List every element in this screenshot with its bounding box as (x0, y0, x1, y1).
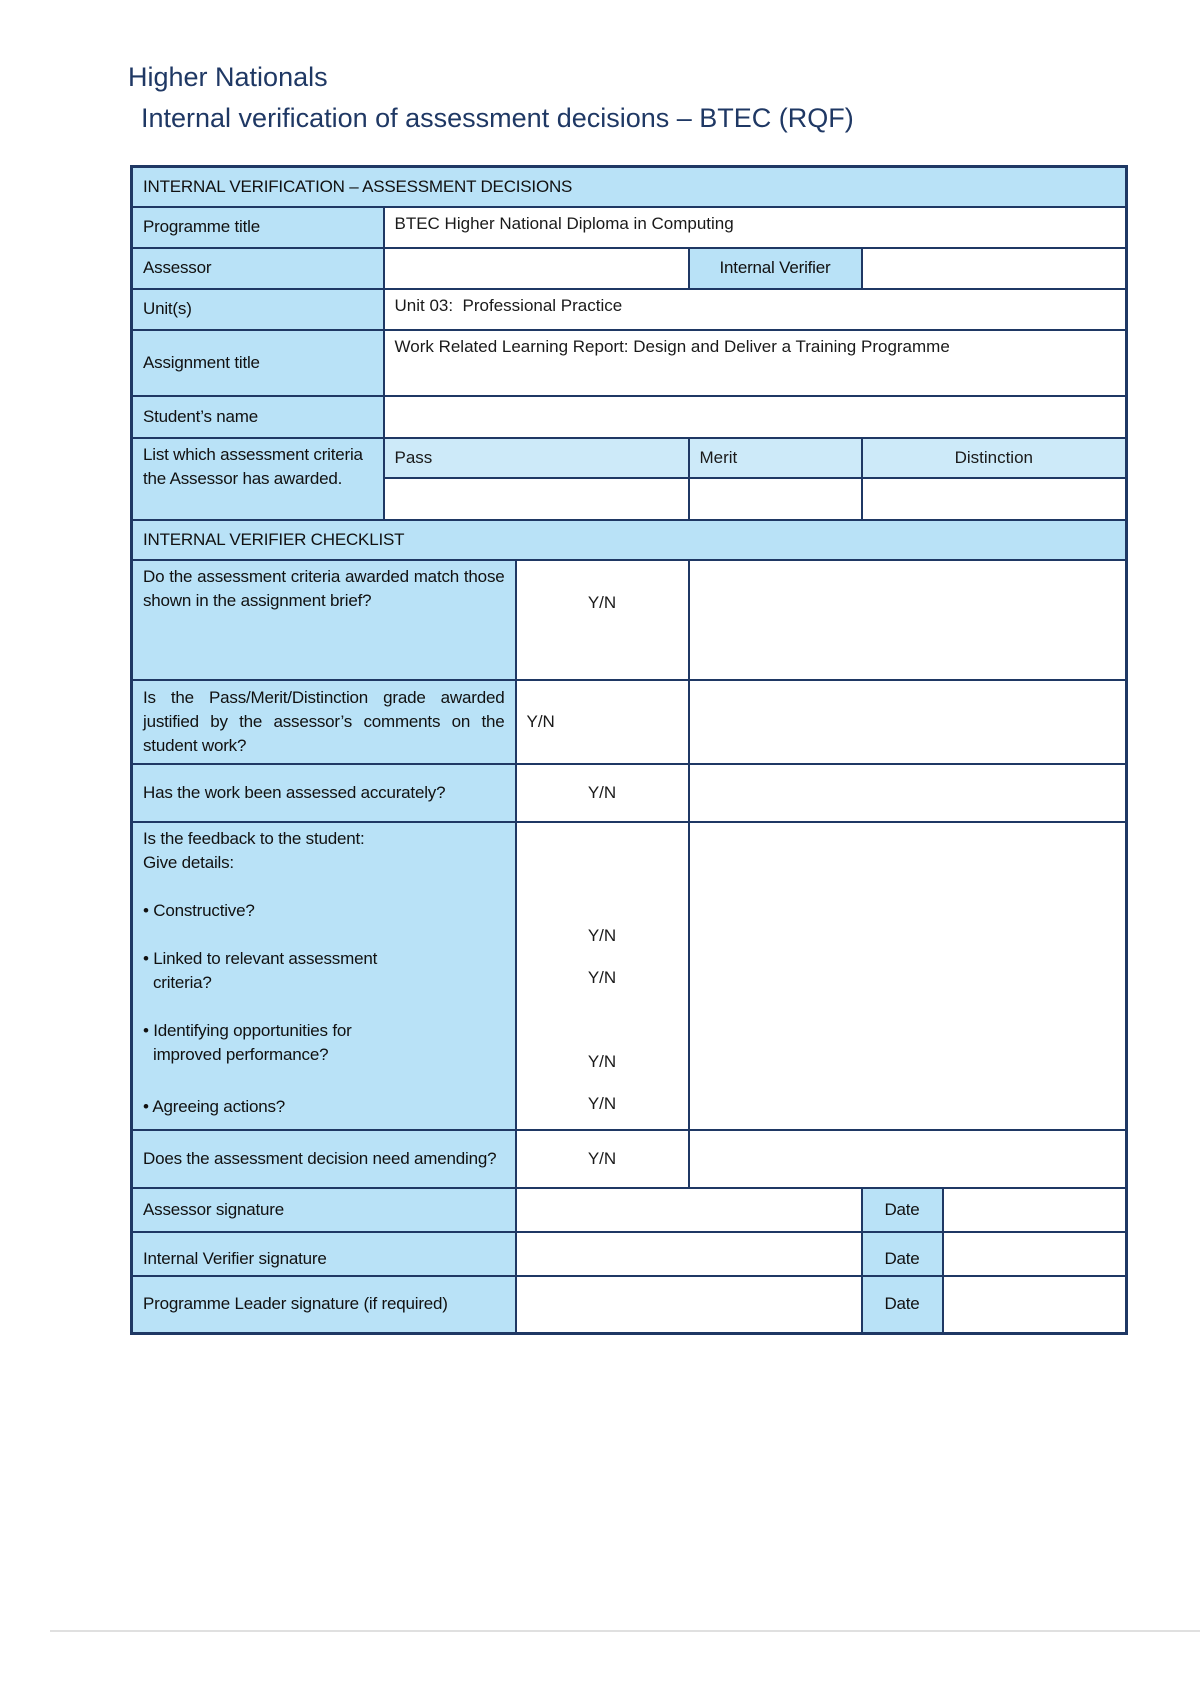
unit-label: Unit(s) (132, 289, 384, 330)
internal-verifier-label: Internal Verifier (689, 248, 862, 289)
assignment-title-field[interactable]: Work Related Learning Report: Design and Deliver a Training Programme (384, 330, 1127, 396)
pass-criteria-field[interactable] (384, 478, 689, 520)
assignment-title-label: Assignment title (132, 330, 384, 396)
feedback-give-details: Give details: (143, 852, 234, 872)
pl-date-field[interactable] (943, 1276, 1127, 1334)
grade-justified-comment[interactable] (689, 680, 1127, 764)
feedback-opportunities-yn[interactable]: Y/N (587, 1051, 617, 1071)
criteria-match-comment[interactable] (689, 560, 1127, 680)
criteria-label: List which assessment criteria the Assessor has awarded. (132, 438, 384, 520)
pl-signature-field[interactable] (516, 1276, 862, 1334)
feedback-bullet-constructive: • Constructive? (143, 900, 255, 920)
merit-header: Merit (689, 438, 862, 478)
assessor-field[interactable] (384, 248, 689, 289)
question-feedback-quality (132, 822, 516, 1130)
feedback-bullet-opportunities: • Identifying opportunities for improved performance? (143, 1020, 352, 1064)
decision-amending-comment[interactable] (689, 1130, 1127, 1188)
student-name-field[interactable] (384, 396, 1127, 438)
merit-criteria-field[interactable] (689, 478, 862, 520)
feedback-actions-yn[interactable]: Y/N (587, 1093, 617, 1113)
iv-signature-label: Internal Verifier signature (132, 1232, 516, 1276)
distinction-header: Distinction (862, 438, 1127, 478)
decision-amending-yn[interactable]: Y/N (516, 1130, 689, 1188)
question-grade-justified: Is the Pass/Merit/Distinction grade awarded justified by the assessor’s comments on the student work? (132, 680, 516, 764)
feedback-details-comment[interactable] (689, 822, 1127, 1130)
feedback-bullet-linked: • Linked to relevant assessment criteria? (143, 948, 378, 992)
assessor-date-field[interactable] (943, 1188, 1127, 1232)
unit-field[interactable]: Unit 03: Professional Practice (384, 289, 1127, 330)
internal-verifier-field[interactable] (862, 248, 1127, 289)
assessor-signature-field[interactable] (516, 1188, 862, 1232)
feedback-linked-yn[interactable]: Y/N (587, 967, 617, 987)
distinction-criteria-field[interactable] (862, 478, 1127, 520)
question-criteria-match: Do the assessment criteria awarded match those shown in the assignment brief? (132, 560, 516, 680)
section-heading-iv-checklist: INTERNAL VERIFIER CHECKLIST (132, 520, 1127, 560)
feedback-yn-column (516, 822, 689, 1130)
question-assessed-accurately: Has the work been assessed accurately? (132, 764, 516, 822)
question-decision-amending: Does the assessment decision need amending? (132, 1130, 516, 1188)
feedback-bullet-actions: • Agreeing actions? (143, 1096, 286, 1116)
page-subtitle: Internal verification of assessment decisions – BTEC (RQF) (141, 103, 854, 133)
footer-divider (50, 1630, 1200, 1632)
assessor-date-label: Date (862, 1188, 943, 1232)
assessed-accurately-yn[interactable]: Y/N (516, 764, 689, 822)
assessor-label: Assessor (132, 248, 384, 289)
assessor-signature-label: Assessor signature (132, 1188, 516, 1232)
pass-header: Pass (384, 438, 689, 478)
student-name-label: Student’s name (132, 396, 384, 438)
iv-date-field[interactable] (943, 1232, 1127, 1276)
grade-justified-yn[interactable]: Y/N (516, 680, 689, 764)
assessed-accurately-comment[interactable] (689, 764, 1127, 822)
criteria-match-yn[interactable]: Y/N (516, 560, 689, 680)
programme-title-field[interactable]: BTEC Higher National Diploma in Computing (384, 207, 1127, 248)
feedback-intro: Is the feedback to the student: (143, 828, 365, 848)
page-title: Higher Nationals (128, 62, 328, 92)
pl-date-label: Date (862, 1276, 943, 1334)
section-heading-assessment-decisions: INTERNAL VERIFICATION – ASSESSMENT DECISIONS (132, 167, 1127, 207)
iv-signature-field[interactable] (516, 1232, 862, 1276)
programme-title-label: Programme title (132, 207, 384, 248)
iv-form-table (130, 165, 1128, 1335)
pl-signature-label: Programme Leader signature (if required) (132, 1276, 516, 1334)
iv-date-label: Date (862, 1232, 943, 1276)
feedback-constructive-yn[interactable]: Y/N (587, 925, 617, 945)
